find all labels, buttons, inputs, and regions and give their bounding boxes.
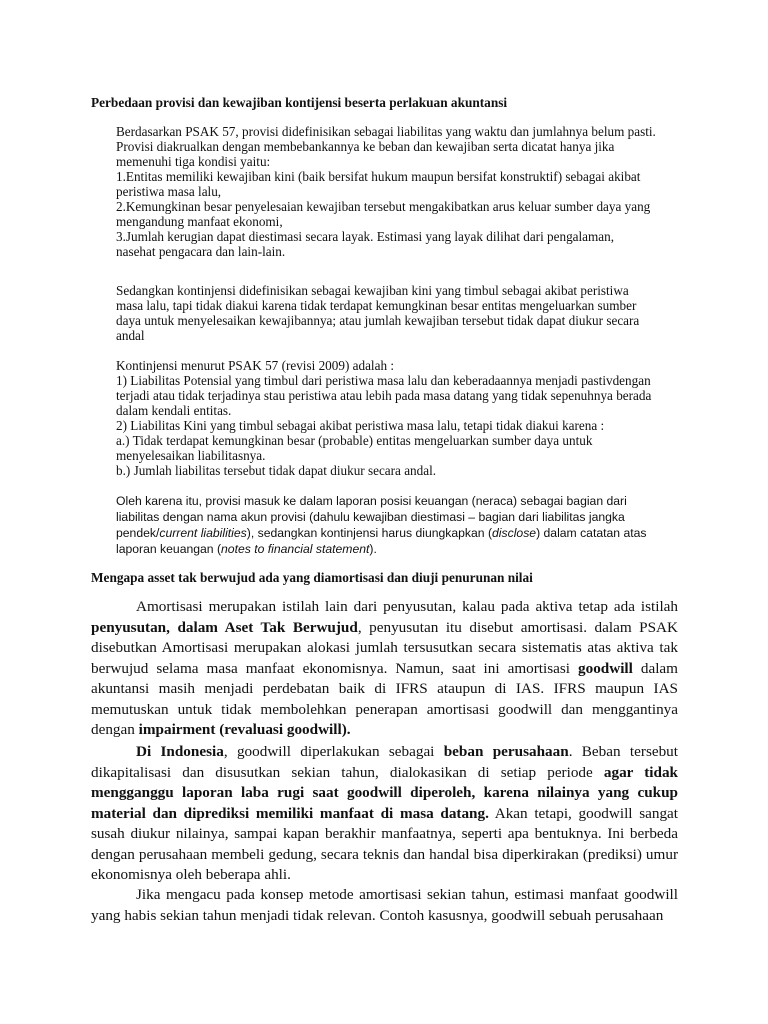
amortisasi-concept-paragraph: Jika mengacu pada konsep metode amortisasi sekian tahun, estimasi manfaat goodwill yang habis sekian tahun menjadi tidak relevan. Contoh kasusnya, goodwill sebuah perusahaan (91, 886, 678, 924)
text-line: dalam kendali entitas. (116, 403, 232, 418)
provisi-definition-block (116, 124, 696, 259)
text-line: Berdasarkan PSAK 57, provisi didefinisikan sebagai liabilitas yang waktu dan jumlahnya belum pasti. (116, 124, 656, 139)
text-line: b.) Jumlah liabilitas tersebut tidak dapat diukur secara andal. (116, 463, 437, 478)
text-line: Oleh karena itu, provisi masuk ke dalam laporan posisi keuangan (neraca) sebagai bagian dari (116, 494, 627, 508)
text-line: 1) Liabilitas Potensial yang timbul dari peristiwa masa lalu dan keberadaannya menjadi pastivdengan (116, 373, 651, 388)
text-line: andal (116, 328, 145, 343)
text-line: daya untuk menyelesaikan kewajibannya; atau jumlah kewajiban tersebut tidak dapat diukur secara (116, 313, 640, 328)
text-line: peristiwa masa lalu, (116, 184, 222, 199)
kontinjensi-psak-block (116, 358, 706, 478)
section-heading: Mengapa asset tak berwujud ada yang diamortisasi dan diuji penurunan nilai (91, 570, 533, 585)
text-line: terjadi atau tidak terjadinya stau peristiwa atau lebih pada masa datang yang tidak sepenuhnya berada (116, 388, 652, 403)
neraca-note-block (116, 493, 676, 557)
kontinjensi-definition-block (116, 283, 696, 343)
text-line: Provisi diakrualkan dengan membebankannya ke beban dan kewajiban serta dicatat hanya jika (116, 139, 615, 154)
text-line: 2) Liabilitas Kini yang timbul sebagai akibat peristiwa masa lalu, tetapi tidak diakui karena : (116, 418, 605, 433)
text-line: pendek/current liabilities), sedangkan kontinjensi harus diungkapkan (disclose) dalam catatan atas (116, 526, 647, 540)
text-line: laporan keuangan (notes to financial statement). (116, 542, 377, 556)
text-line: 3.Jumlah kerugian dapat diestimasi secara layak. Estimasi yang layak dilihat dari pengalaman, (116, 229, 615, 244)
text-line: a.) Tidak terdapat kemungkinan besar (probable) entitas mengeluarkan sumber daya untuk (116, 433, 593, 448)
text-line: menyelesaikan liabilitasnya. (116, 448, 266, 463)
text-line: memenuhi tiga kondisi yaitu: (116, 154, 271, 169)
text-line: liabilitas dengan nama akun provisi (dahulu kewajiban diestimasi – bagian dari liabilitas jangka (116, 510, 625, 524)
text-line: 2.Kemungkinan besar penyelesaian kewajiban tersebut mengakibatkan arus keluar sumber daya yang (116, 199, 651, 214)
section-heading: Perbedaan provisi dan kewajiban kontijensi beserta perlakuan akuntansi (91, 95, 508, 110)
text-line: 1.Entitas memiliki kewajiban kini (baik bersifat hukum maupun bersifat konstruktif) sebagai akibat (116, 169, 641, 184)
goodwill-indonesia-paragraph: Di Indonesia, goodwill diperlakukan sebagai beban perusahaan. Beban tersebut dikapitalisasi dan disusutkan sekian tahun, dialokasikan di setiap periode agar tidak mengganggu laporan laba rugi saat goodwill diperoleh, karena nilainya yang cukup material dan diprediksi memiliki manfaat di masa datang. Akan tetapi, goodwill sangat susah diukur nilainya, sampai kapan berakhir manfaatnya, seperti apa bentuknya. Ini berbeda dengan perusahaan membeli gedung, secara teknis dan handal bisa diperkirakan (prediksi) umur ekonomisnya oleh beberapa ahli. (91, 743, 678, 883)
amortisasi-paragraph: Amortisasi merupakan istilah lain dari penyusutan, kalau pada aktiva tetap ada istilah penyusutan, dalam Aset Tak Berwujud, penyusutan itu disebut amortisasi. dalam PSAK disebutkan Amortisasi merupakan alokasi jumlah tersusutkan secara sistematis atas aktiva tak berwujud selama masa manfaat ekonomisnya. Namun, saat ini amortisasi goodwill dalam akuntansi masih menjadi perdebatan baik di IFRS ataupun di IAS. IFRS maupun IAS memutuskan untuk tidak membolehkan penerapan amortisasi goodwill dan menggantinya dengan impairment (revaluasi goodwill). (91, 598, 678, 738)
text-line: Kontinjensi menurut PSAK 57 (revisi 2009) adalah : (116, 358, 394, 373)
text-line: nasehat pengacara dan lain-lain. (116, 244, 286, 259)
text-line: mengandung manfaat ekonomi, (116, 214, 283, 229)
text-line: masa lalu, tapi tidak diakui karena tidak terdapat kemungkinan besar entitas mengeluarkan sumber (116, 298, 637, 313)
text-line: Sedangkan kontinjensi didefinisikan sebagai kewajiban kini yang timbul sebagai akibat peristiwa (116, 283, 629, 298)
